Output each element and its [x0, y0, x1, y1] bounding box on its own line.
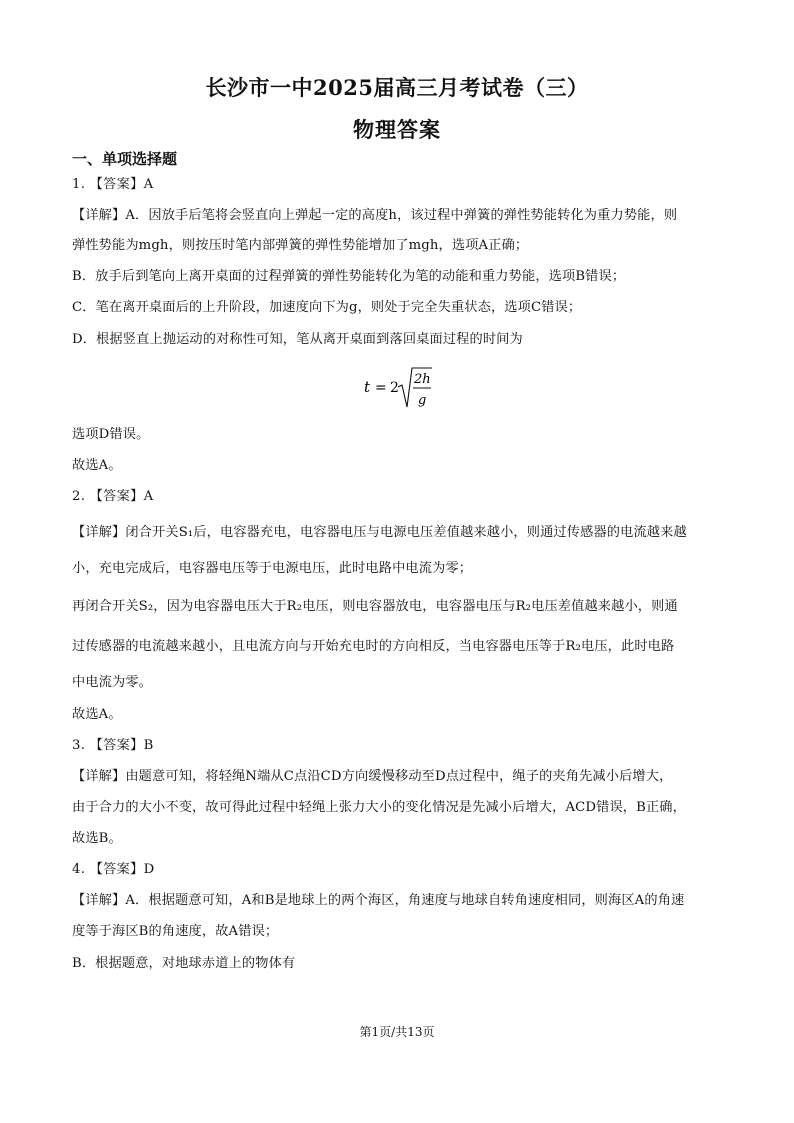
page-title: 长沙市一中2025届高三月考试卷（三） — [205, 75, 589, 100]
text-line: D．根据竖直上抛运动的对称性可知，笔从离开桌面到落回桌面过程的时间为 — [72, 332, 523, 347]
page-number: 第1页/共13页 — [359, 1025, 435, 1039]
text-line: 【详解】A．根据题意可知，A和B是地球上的两个海区，角速度与地球自转角速度相同，则海区A的角速 — [72, 893, 685, 908]
text-line: 小，充电完成后，电容器电压等于电源电压，此时电路中电流为零； — [72, 561, 473, 576]
text-line: C．笔在离开桌面后的上升阶段，加速度向下为g，则处于完全失重状态，选项C错误； — [72, 300, 582, 315]
text-line: 故选A。 — [72, 458, 122, 473]
text-line: B．根据题意，对地球赤道上的物体有 — [72, 956, 296, 971]
text-line: 由于合力的大小不变，故可得此过程中轻绳上张力大小的变化情况是先减小后增大，ACD错误，B正确， — [72, 800, 686, 815]
text-line: 再闭合开关S₂，因为电容器电压大于R₂电压，则电容器放电，电容器电压与R₂电压差值越来越小，则通 — [72, 599, 678, 614]
formula-lhs: t — [364, 378, 371, 396]
page-subtitle: 物理答案 — [353, 117, 441, 142]
answer-line: 3. 【答案】B — [72, 738, 154, 753]
text-line: 过传感器的电流越来越小，且电流方向与开始充电时的方向相反，当电容器电压等于R₂电压，此时电路 — [72, 639, 675, 654]
text-line: 【详解】A．因放手后笔将会竖直向上弹起一定的高度h，该过程中弹簧的弹性势能转化为重力势能，则 — [72, 208, 678, 223]
answer-line: 2. 【答案】A — [72, 489, 154, 504]
formula-coefficient: 2 — [390, 380, 399, 396]
text-line: 中电流为零。 — [72, 675, 153, 690]
answer-line: 4. 【答案】D — [72, 862, 155, 877]
text-line: 选项D错误。 — [72, 427, 150, 442]
text-line: 故选A。 — [72, 707, 122, 722]
text-line: 故选B。 — [72, 831, 122, 846]
formula-time — [360, 362, 440, 410]
answer-line: 1. 【答案】A — [72, 177, 154, 192]
text-line: 度等于海区B的角速度，故A错误； — [72, 924, 279, 939]
text-line: 【详解】由题意可知，将轻绳N端从C点沿CD方向缓慢移动至D点过程中，绳子的夹角先减小后增大， — [72, 769, 673, 784]
text-line: 弹性势能为mgh，则按压时笔内部弹簧的弹性势能增加了mgh，选项A正确； — [72, 238, 529, 253]
section-heading: 一、单项选择题 — [72, 150, 178, 168]
text-line: B．放手后到笔向上离开桌面的过程弹簧的弹性势能转化为笔的动能和重力势能，选项B错误； — [72, 269, 626, 284]
formula-denominator: g — [418, 393, 427, 408]
formula-equals: = — [375, 380, 387, 396]
formula-numerator: 2h — [414, 372, 431, 387]
text-line: 【详解】闭合开关S₁后，电容器充电，电容器电压与电源电压差值越来越小，则通过传感器的电流越来越 — [72, 525, 687, 540]
